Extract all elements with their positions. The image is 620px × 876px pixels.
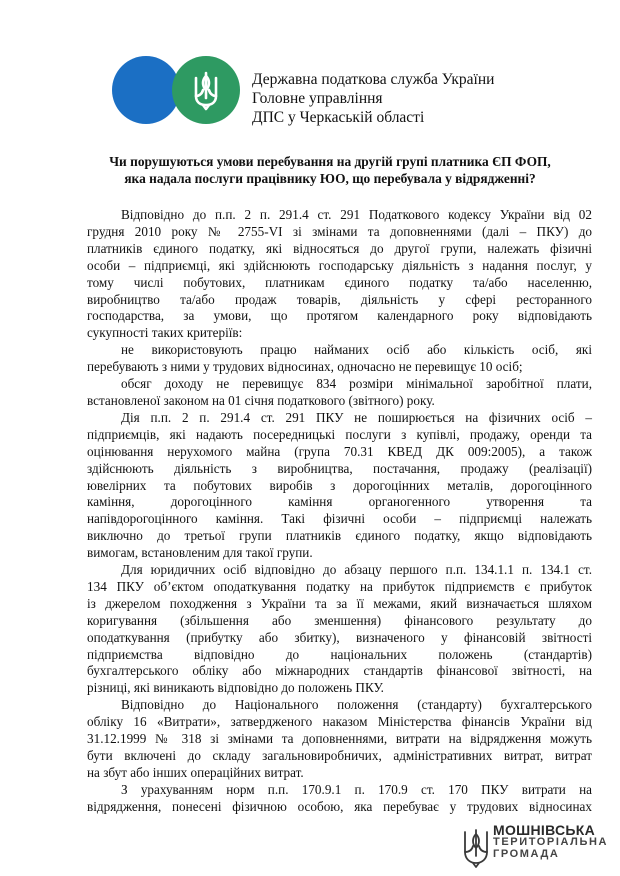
watermark-line-1: МОШНІВСЬКА: [493, 822, 596, 838]
body-line: із джерелом походження з України та за її межами, який визначається шляхом: [87, 595, 592, 611]
watermark-line-2: ТЕРИТОРІАЛЬНА: [493, 836, 609, 848]
trident-watermark-icon: [465, 830, 487, 867]
body-line: бухгалтерського обліку або міжнародних стандартів фінансової звітності, на: [87, 663, 592, 679]
body-line: оцінювання нерухомого майна (група 70.31 КВЕД ДК 009:2005), а також: [87, 443, 592, 459]
body-line: платників єдиного податку, які відносяться до другої групи, належать фізичні: [87, 240, 592, 256]
body-line: Дія п.п. 2 п. 291.4 ст. 291 ПКУ не поширюється на фізичних осіб –: [121, 409, 592, 425]
organization-name: [252, 70, 494, 127]
title-line-2: яка надала послуги працівнику ЮО, що перебувала у відрядженні?: [124, 171, 536, 186]
document-title: [60, 153, 600, 187]
body-line: виключно до третьої групи платників єдиного податку, якщо відповідають: [87, 528, 592, 544]
body-line: встановленої законом на 01 січня податкового (звітного) року.: [87, 392, 435, 408]
body-line: вимогам, встановленим для такої групи.: [87, 545, 313, 561]
document-body: [87, 207, 592, 816]
body-line: різниці, які виникають відповідно до положень ПКУ.: [87, 680, 384, 696]
logo-blue-circle: [112, 56, 180, 124]
body-line: обсяг доходу не перевищує 834 розміри мінімальної заробітної плати,: [121, 376, 592, 392]
body-line: Відповідно до Національного положення (стандарту) бухгалтерського: [121, 697, 592, 713]
body-line: напівдорогоцінного каміння. Такі фізичні особи – підприємці належать: [87, 511, 592, 527]
body-line: виробництво та/або продаж товарів, діяльність у сфері ресторанного: [87, 291, 592, 307]
org-line-1: Державна податкова служба України: [252, 71, 495, 88]
watermark-line-3: ГРОМАДА: [493, 848, 560, 860]
body-line: Відповідно до п.п. 2 п. 291.4 ст. 291 Податкового кодексу України від 02: [121, 207, 592, 222]
body-line: бути включені до складу загальновиробничих, адміністративних витрат, витрат: [87, 748, 592, 763]
body-line: коригування (збільшення або зменшення) фінансового результату до: [87, 612, 592, 628]
body-line: 134 ПКУ об’єктом оподаткування податку на прибуток підприємств є прибуток: [87, 578, 592, 594]
dps-logo: [112, 56, 252, 124]
title-line-1: Чи порушуються умови перебування на другій групі платника ЄП ФОП,: [109, 154, 551, 169]
body-line: на збут або інших операційних витрат.: [87, 764, 304, 780]
body-line: 31.12.1999 № 318 зі змінами та доповненнями, витрати на відрядження можуть: [87, 731, 592, 747]
body-line: відрядження, понесені фізичною особою, яка перебуває у трудових відносинах: [87, 798, 592, 814]
body-line: особи – підприємці, які здійснюють господарську діяльність з надання послуг, у: [87, 257, 592, 273]
watermark-text: [493, 824, 608, 860]
body-line: З урахуванням норм п.п. 170.9.1 п. 170.9 ст. 170 ПКУ витрати на: [121, 781, 592, 797]
body-line: підприємства відповідно до національних положень (стандартів): [87, 646, 592, 662]
body-line: грудня 2010 року № 2755-VI зі змінами та доповненнями (далі – ПКУ) до: [87, 223, 592, 239]
org-line-3: ДПС у Черкаській області: [252, 109, 425, 126]
body-line: тому числі побутових, платникам єдиного податку та/або населенню,: [87, 274, 592, 290]
body-line: Для юридичних осіб відповідно до абзацу першого п.п. 134.1.1 п. 134.1 ст.: [121, 562, 592, 578]
org-line-2: Головне управління: [252, 90, 383, 107]
body-line: здійснюють діяльність з виробництва, постачання, продажу (реалізації): [87, 460, 592, 476]
body-line: ювелірних та побутових виробів з дорогоцінних металів, дорогоцінного: [87, 477, 592, 493]
body-line: перебувають з ними у трудових відносинах, одночасно не перевищує 10 осіб;: [87, 359, 523, 375]
body-line: обліку 16 «Витрати», затвердженого наказом Міністерства фінансів України від: [87, 714, 592, 730]
body-line: господарства, за умови, що протягом календарного року відповідають: [87, 308, 592, 324]
body-line: каміння, дорогоцінного каміння органогенного утворення та: [87, 494, 592, 510]
body-line: сукупності таких критеріїв:: [87, 325, 243, 341]
body-line: підприємців, які надають посередницькі послуги з купівлі, продажу, оренди та: [87, 426, 592, 442]
body-line: не використовують працю найманих осіб або кількість осіб, які: [121, 342, 592, 358]
body-line: оподаткування (прибутку або збитку), визначеного у фінансовій звітності: [87, 629, 592, 645]
